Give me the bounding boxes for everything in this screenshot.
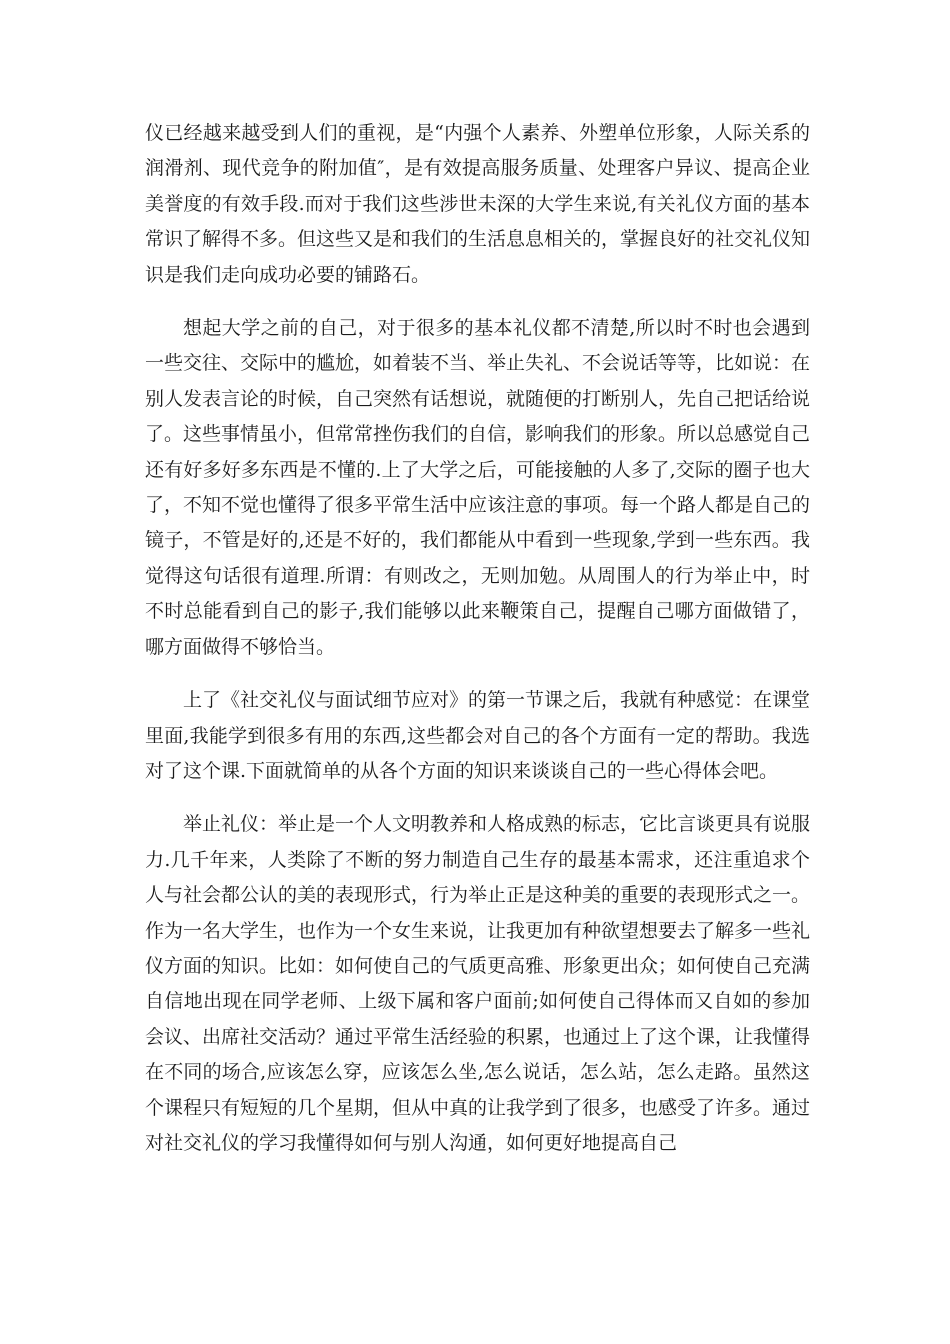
paragraph-4: 举止礼仪：举止是一个人文明教养和人格成熟的标志，它比言谈更具有说服力.几千年来，人类除了不断的努力制造自己生存的最基本需求，还注重追求个人与社会都公认的美的表现形式，行为举止正是这种美的重要的表现形式之一。作为一名大学生，也作为一个女生来说，让我更加有种欲望想要去了解多一些礼仪方面的知识。比如：如何使自己的气质更高雅、形象更出众；如何使自己充满自信地出现在同学老师、上级下属和客户面前;如何使自己得体而又自如的参加会议、出席社交活动？通过平常生活经验的积累，也通过上了这个课，让我懂得在不同的场合,应该怎么穿，应该怎么坐,怎么说话，怎么站，怎么走路。虽然这个课程只有短短的几个星期，但从中真的让我学到了很多，也感受了许多。通过对社交礼仪的学习我懂得如何与别人沟通，如何更好地提高自己 (145, 813, 811, 1154)
document-body (145, 116, 810, 1161)
paragraph-3: 上了《社交礼仪与面试细节应对》的第一节课之后，我就有种感觉：在课堂里面,我能学到很多有用的东西,这些都会对自己的各个方面有一定的帮助。我选对了这个课.下面就简单的从各个方面的知识来谈谈自己的一些心得体会吧。 (145, 689, 811, 782)
paragraph-1: 仪已经越来越受到人们的重视，是“内强个人素养、外塑单位形象，人际关系的润滑剂、现代竞争的附加值″，是有效提高服务质量、处理客户异议、提高企业美誉度的有效手段.而对于我们这些涉世未深的大学生来说,有关礼仪方面的基本常识了解得不多。但这些又是和我们的生活息息相关的，掌握良好的社交礼仪知识是我们走向成功必要的铺路石。 (145, 122, 811, 286)
paragraph-2: 想起大学之前的自己，对于很多的基本礼仪都不清楚,所以时不时也会遇到一些交往、交际中的尴尬，如着装不当、举止失礼、不会说话等等，比如说：在别人发表言论的时候，自己突然有话想说，就随便的打断别人，先自己把话给说了。这些事情虽小，但常常挫伤我们的自信，影响我们的形象。所以总感觉自己还有好多好多东西是不懂的.上了大学之后，可能接触的人多了,交际的圈子也大了，不知不觉也懂得了很多平常生活中应该注意的事项。每一个路人都是自己的镜子，不管是好的,还是不好的，我们都能从中看到一些现象,学到一些东西。我觉得这句话很有道理.所谓：有则改之，无则加勉。从周围人的行为举止中，时不时总能看到自己的影子,我们能够以此来鞭策自己，提醒自己哪方面做错了，哪方面做得不够恰当。 (145, 317, 811, 658)
